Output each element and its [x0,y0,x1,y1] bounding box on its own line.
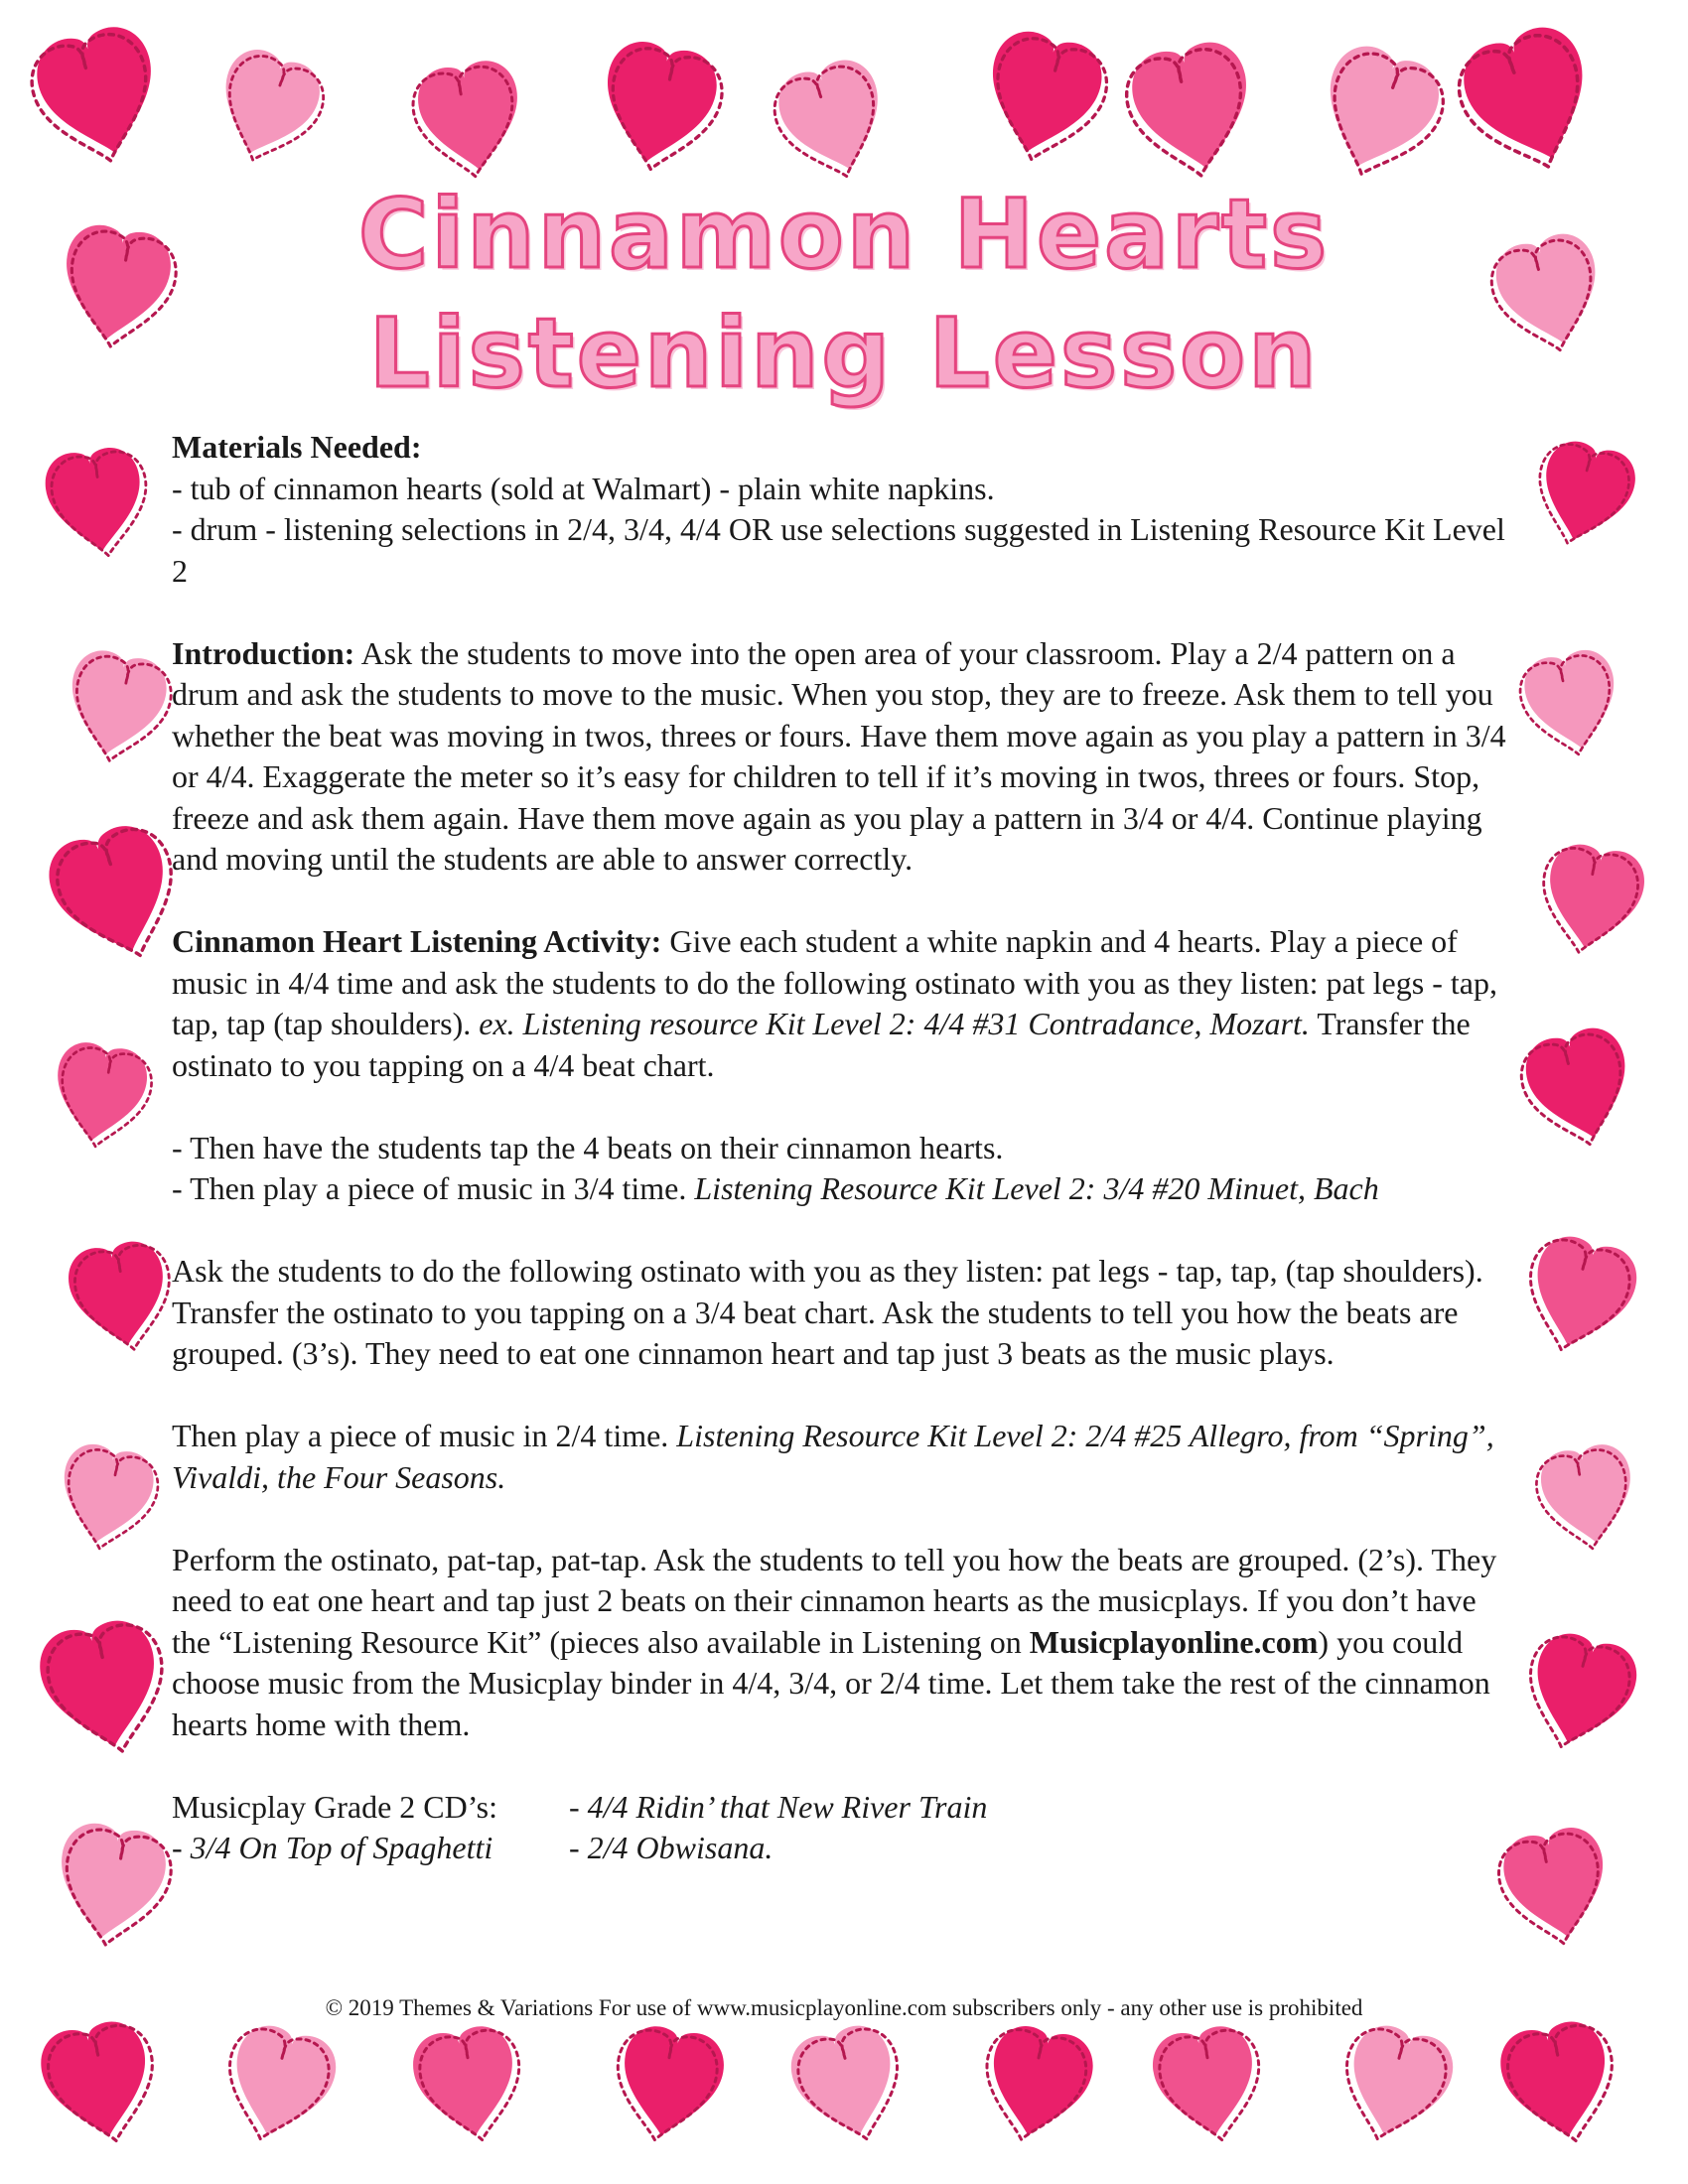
heart-shape [47,1038,152,1150]
cd-list [172,1787,1507,1869]
heart-icon [204,42,334,177]
heart-shape [1536,1440,1641,1552]
step-line-1: - Then have the students tap the 4 beats on their cinnamon hearts. [172,1129,1004,1165]
cd-item-2: - 3/4 On Top of Spaghetti [172,1830,493,1865]
heart-icon [64,1236,181,1358]
introduction-heading: Introduction: [172,634,355,671]
steps-section [172,1128,1507,1210]
heart-shape [974,24,1110,166]
heart-shape [1519,645,1626,758]
perform-section [172,1540,1507,1746]
heart-shape [1518,1022,1642,1151]
materials-line-1: - tub of cinnamon hearts (sold at Walmart) - plain white napkins. [172,470,995,506]
heart-icon [1118,36,1263,188]
heart-icon [48,1819,177,1954]
heart-shape [1497,1822,1617,1948]
heart-icon [1304,37,1455,193]
heart-icon [1531,1440,1642,1557]
heart-shape [49,1819,171,1948]
heart-icon [591,36,730,181]
heart-icon [972,24,1116,174]
page-title-line-1: Cinnamon Hearts [357,179,1331,290]
heart-icon [1513,1625,1644,1761]
heart-shape [205,42,328,170]
heart-icon [1494,2014,1627,2152]
heart-shape [771,53,899,186]
heart-shape [54,220,176,349]
heart-icon [1491,1822,1618,1954]
lesson-body [172,427,1507,1869]
two-four-text: Then play a piece of music in 2/4 time. [172,1418,677,1453]
heart-shape [52,1439,159,1553]
heart-icon [1148,2020,1271,2149]
heart-icon [53,220,182,355]
heart-icon [46,1038,157,1155]
musicplayonline-link[interactable]: Musicplayonline.com [1029,1623,1319,1660]
heart-icon [42,443,156,563]
heart-shape [219,2019,344,2148]
heart-icon [1446,17,1611,187]
cd-item-1: - 4/4 Ridin’ that New River Train [569,1788,988,1825]
heart-icon [212,2017,344,2153]
heart-icon [35,2014,168,2152]
materials-section [172,427,1507,592]
heart-shape [1336,2019,1461,2148]
three-four-section: Ask the students to do the following ostinato with you as they listen: pat legs - tap, tap, (tap shoulders). Transfer the ostinato to you tapping on a 3/4 beat chart. Ask the students to tell you how the beats are grouped. (3’s). They need to eat one cinnamon heart and tap just 3 beats as the music plays. [172,1253,1483,1371]
heart-icon [33,1613,178,1765]
materials-heading: Materials Needed: [172,429,422,465]
heart-icon [58,645,178,770]
heart-icon [1524,434,1642,556]
activity-section [172,921,1507,1086]
page-title-line-2: Listening Lesson [368,298,1320,409]
heart-icon [51,1439,165,1559]
heart-icon [1513,1022,1644,1158]
heart-shape [1488,227,1613,356]
introduction-text: Ask the students to move into the open area of your classroom. Play a 2/4 pattern on a drum and ask the students to move to the music. When you stop, they are to freeze. Ask them to tell you whether the beat was moving in twos, threes or fours. Have them move again as you play a pattern in 3/4 or 4/4. Exaggerate the meter so it’s easy for children to tell if it’s moving in twos, threes or fours. Stop, freeze and ask them again. Have them move again as you play a pattern in 3/4 or 4/4. Continue playing and moving until the students are able to answer correctly. [172,634,1506,877]
heart-shape [1453,17,1609,179]
activity-text-2: Transfer the ostinato to you tapping on a 4/4 beat chart. [172,1006,1471,1083]
heart-shape [29,19,171,168]
heart-shape [59,645,172,764]
heart-shape [42,444,149,558]
perform-text-2: ) you could choose music from the Musicplay binder in 4/4, 3/4, or 2/4 time. Let them take the rest of the cinnamon hearts home with them. [172,1623,1490,1742]
heart-icon [783,2017,914,2153]
heart-shape [413,56,529,179]
heart-icon [1532,839,1649,961]
heart-shape [1125,36,1262,181]
copyright-footer: © 2019 Themes & Variations For use of www.musicplayonline.com subscribers only - any other use is prohibited [325,1995,1363,2020]
two-four-example: Listening Resource Kit Level 2: 2/4 #25 Allegro, from “Spring”, Vivaldi, the Four Seasons. [172,1418,1494,1495]
heart-icon [1514,645,1628,764]
cd-label: Musicplay Grade 2 CD’s: [172,1788,497,1825]
activity-text: Give each student a white napkin and 4 hearts. Play a piece of music in 4/4 time and ask the students to do the following ostinato with you as they listen: pat legs - tap, tap, tap (tap shoulders). [172,923,1497,1041]
heart-shape [592,36,723,174]
heart-icon [22,19,172,175]
introduction-section [172,633,1507,881]
activity-heading: Cinnamon Heart Listening Activity: [172,923,662,959]
heart-shape [1520,1627,1644,1756]
heart-icon [973,2019,1099,2151]
two-four-section [172,1416,1507,1498]
heart-shape [1520,1230,1644,1359]
heart-icon [1513,1228,1644,1364]
heart-icon [765,53,900,192]
heart-icon [1483,227,1615,363]
cd-item-3: - 2/4 Obwisana. [569,1830,774,1865]
heart-shape [1306,37,1449,186]
activity-example: ex. Listening resource Kit Level 2: 4/4 #31 Contradance, Mozart. [479,1006,1310,1041]
heart-icon [407,56,530,185]
heart-icon [1330,2017,1461,2153]
perform-text-1: Perform the ostinato, pat-tap, pat-tap. Ask the students to tell you how the beats are grouped. (2’s). They need to eat one heart and tap just 2 beats on their cinnamon hearts as the musicplays. If you don’t have the “Listening Resource Kit” (pieces also available in Listening on [172,1541,1497,1660]
materials-line-2: - drum - listening selections in 2/4, 3/4, 4/4 OR use selections suggested in Listening Resource Kit Level 2 [172,511,1505,589]
heart-icon [606,2020,729,2149]
heart-icon [408,2020,531,2149]
step-line-2: - Then play a piece of music in 3/4 time. [172,1170,695,1206]
step-line-2-example: Listening Resource Kit Level 2: 3/4 #20 Minuet, Bach [694,1170,1379,1206]
heart-shape [1530,435,1641,551]
